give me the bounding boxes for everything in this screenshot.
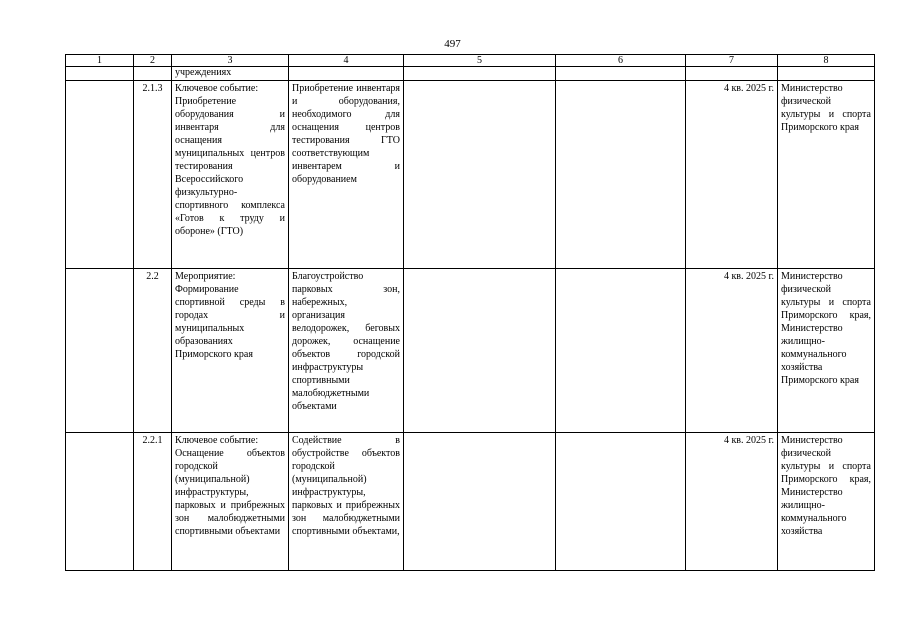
cell-empty bbox=[66, 67, 134, 81]
item-number: 2.2.1 bbox=[134, 433, 172, 571]
cell-empty bbox=[289, 67, 404, 81]
item-number: 2.2 bbox=[134, 269, 172, 433]
column-number: 4 bbox=[289, 55, 404, 67]
cell-empty bbox=[778, 67, 875, 81]
item-name: Мероприятие: Формирование спортивной среды в городах и муниципальных образованиях Приморского края bbox=[172, 269, 289, 433]
column-number-row bbox=[66, 55, 875, 67]
cell-empty bbox=[66, 269, 134, 433]
cell-empty bbox=[556, 433, 686, 571]
plan-table bbox=[65, 54, 875, 571]
cell-empty bbox=[404, 269, 556, 433]
column-number: 6 bbox=[556, 55, 686, 67]
column-number: 5 bbox=[404, 55, 556, 67]
column-number: 7 bbox=[686, 55, 778, 67]
cell-empty bbox=[686, 67, 778, 81]
cell-empty bbox=[404, 81, 556, 269]
item-name: Ключевое событие: Оснащение объектов городской (муниципальной) инфраструктуры, парковых и прибрежных зон малобюджетными спортивными объектами bbox=[172, 433, 289, 571]
item-result: Содействие в обустройстве объектов городской (муниципальной) инфраструктуры, парковых и прибрежных зон малобюджетными спортивными объектами, bbox=[289, 433, 404, 571]
item-result: Благоустройство парковых зон, набережных, организация велодорожек, беговых дорожек, оснащение объектов городской инфраструктуры спортивными малобюджетными объектами bbox=[289, 269, 404, 433]
continuation-text: учреждениях bbox=[172, 67, 289, 81]
continuation-row bbox=[66, 67, 875, 81]
table-row bbox=[66, 433, 875, 571]
item-number: 2.1.3 bbox=[134, 81, 172, 269]
page-number: 497 bbox=[444, 38, 461, 50]
item-responsible: Министерство физической культуры и спорта Приморского края, Министерство жилищно-коммунального хозяйства Приморского края bbox=[778, 269, 875, 433]
cell-empty bbox=[556, 81, 686, 269]
cell-empty bbox=[66, 81, 134, 269]
table-row bbox=[66, 81, 875, 269]
item-term: 4 кв. 2025 г. bbox=[686, 433, 778, 571]
cell-empty bbox=[404, 433, 556, 571]
cell-empty bbox=[66, 433, 134, 571]
item-result: Приобретение инвентаря и оборудования, необходимого для оснащения центров тестирования ГТО соответствующим инвентарем и оборудованием bbox=[289, 81, 404, 269]
cell-empty bbox=[404, 67, 556, 81]
item-responsible: Министерство физической культуры и спорта Приморского края, Министерство жилищно-коммунального хозяйства bbox=[778, 433, 875, 571]
column-number: 8 bbox=[778, 55, 875, 67]
item-term: 4 кв. 2025 г. bbox=[686, 81, 778, 269]
column-number: 2 bbox=[134, 55, 172, 67]
item-responsible: Министерство физической культуры и спорта Приморского края bbox=[778, 81, 875, 269]
cell-empty bbox=[134, 67, 172, 81]
cell-empty bbox=[556, 67, 686, 81]
item-name: Ключевое событие: Приобретение оборудования и инвентаря для оснащения муниципальных центров тестирования Всероссийского физкультурно-спортивного комплекса «Готов к труду и обороне» (ГТО) bbox=[172, 81, 289, 269]
cell-empty bbox=[556, 269, 686, 433]
column-number: 3 bbox=[172, 55, 289, 67]
table-row bbox=[66, 269, 875, 433]
item-term: 4 кв. 2025 г. bbox=[686, 269, 778, 433]
column-number: 1 bbox=[66, 55, 134, 67]
